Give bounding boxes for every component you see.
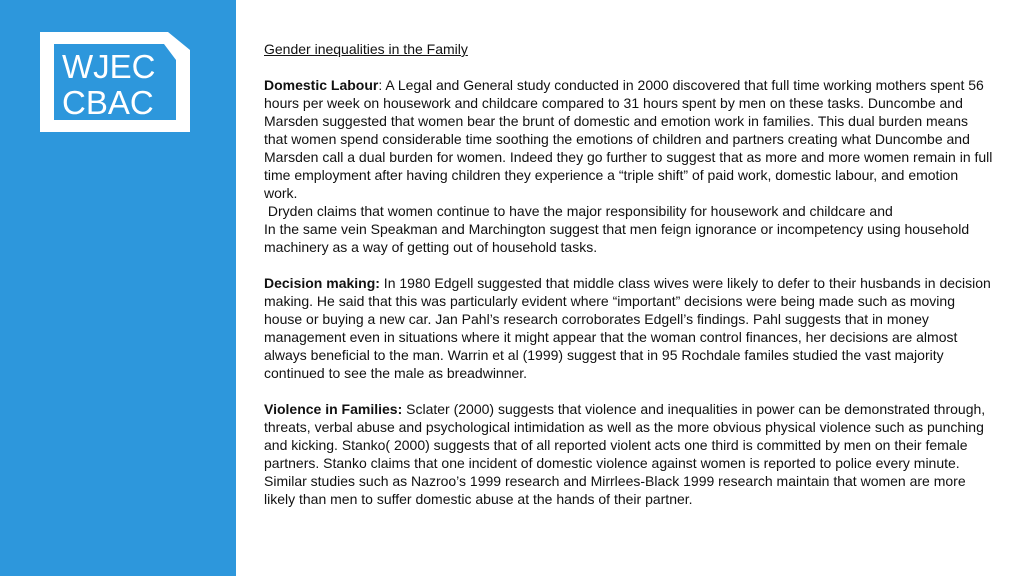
decision-making-body: In 1980 Edgell suggested that middle class wives were likely to defer to their husbands in decision making. He said that this was particularly evident where “important” decisions were being made such as moving house or buying a new car. Jan Pahl’s research corroborates Edgell’s findings. Pahl suggests that in money management even in situations where it might appear that the woman control finances, her decisions are almost always beneficial to the man. Warrin et al (1999) suggest that in 95 Rochdale familes studied the vast majority continued to see the male as breadwinner. [264,275,991,381]
violence-heading: Violence in Families: [264,401,403,417]
domestic-labour-body: : A Legal and General study conducted in 2000 discovered that full time working mothers spent 56 hours per week on housework and childcare compared to 31 hours spent by men on these tasks. Duncombe and Marsden suggested that women bear the brunt of domestic and emotion work in families. This dual burden means that women spend considerable time soothing the emotions of children and partners creating what Duncombe and Marsden call a dual burden for women. Indeed they go further to suggest that as more and more women remain in full time employment after having children they experience a “triple shift” of paid work, domestic labour, and emotion work. [264,77,993,201]
speakman-paragraph: In the same vein Speakman and Marchington suggest that men feign ignorance or incompetency using household machinery as a way of getting out of household tasks. [264,221,970,255]
domestic-labour-heading: Domestic Labour [264,77,379,93]
wjec-cbac-logo [40,32,190,132]
violence-body: Sclater (2000) suggests that violence and inequalities in power can be demonstrated through, threats, verbal abuse and psychological intimidation as well as the more obvious physical violence such as punching and kicking. Stanko( 2000) suggests that of all reported violent acts one third is committed by men on their female partners. Stanko claims that one incident of domestic violence against women is reported to police every minute. Similar studies such as Nazroo’s 1999 research and Mirrlees-Black 1999 research maintain that women are more likely than men to suffer domestic abuse at the hands of their partner. [264,401,986,507]
violence-section [264,400,994,508]
main-content [264,40,994,526]
logo-graphic [40,32,190,132]
page-title: Gender inequalities in the Family [264,41,468,57]
domestic-labour-section [264,76,994,256]
dryden-paragraph: Dryden claims that women continue to have the major responsibility for housework and childcare and [264,203,893,219]
decision-making-section [264,274,994,382]
decision-making-heading: Decision making: [264,275,380,291]
logo-line-1: WJEC [62,48,156,85]
sidebar-panel [0,0,236,576]
logo-line-2: CBAC [62,84,154,121]
